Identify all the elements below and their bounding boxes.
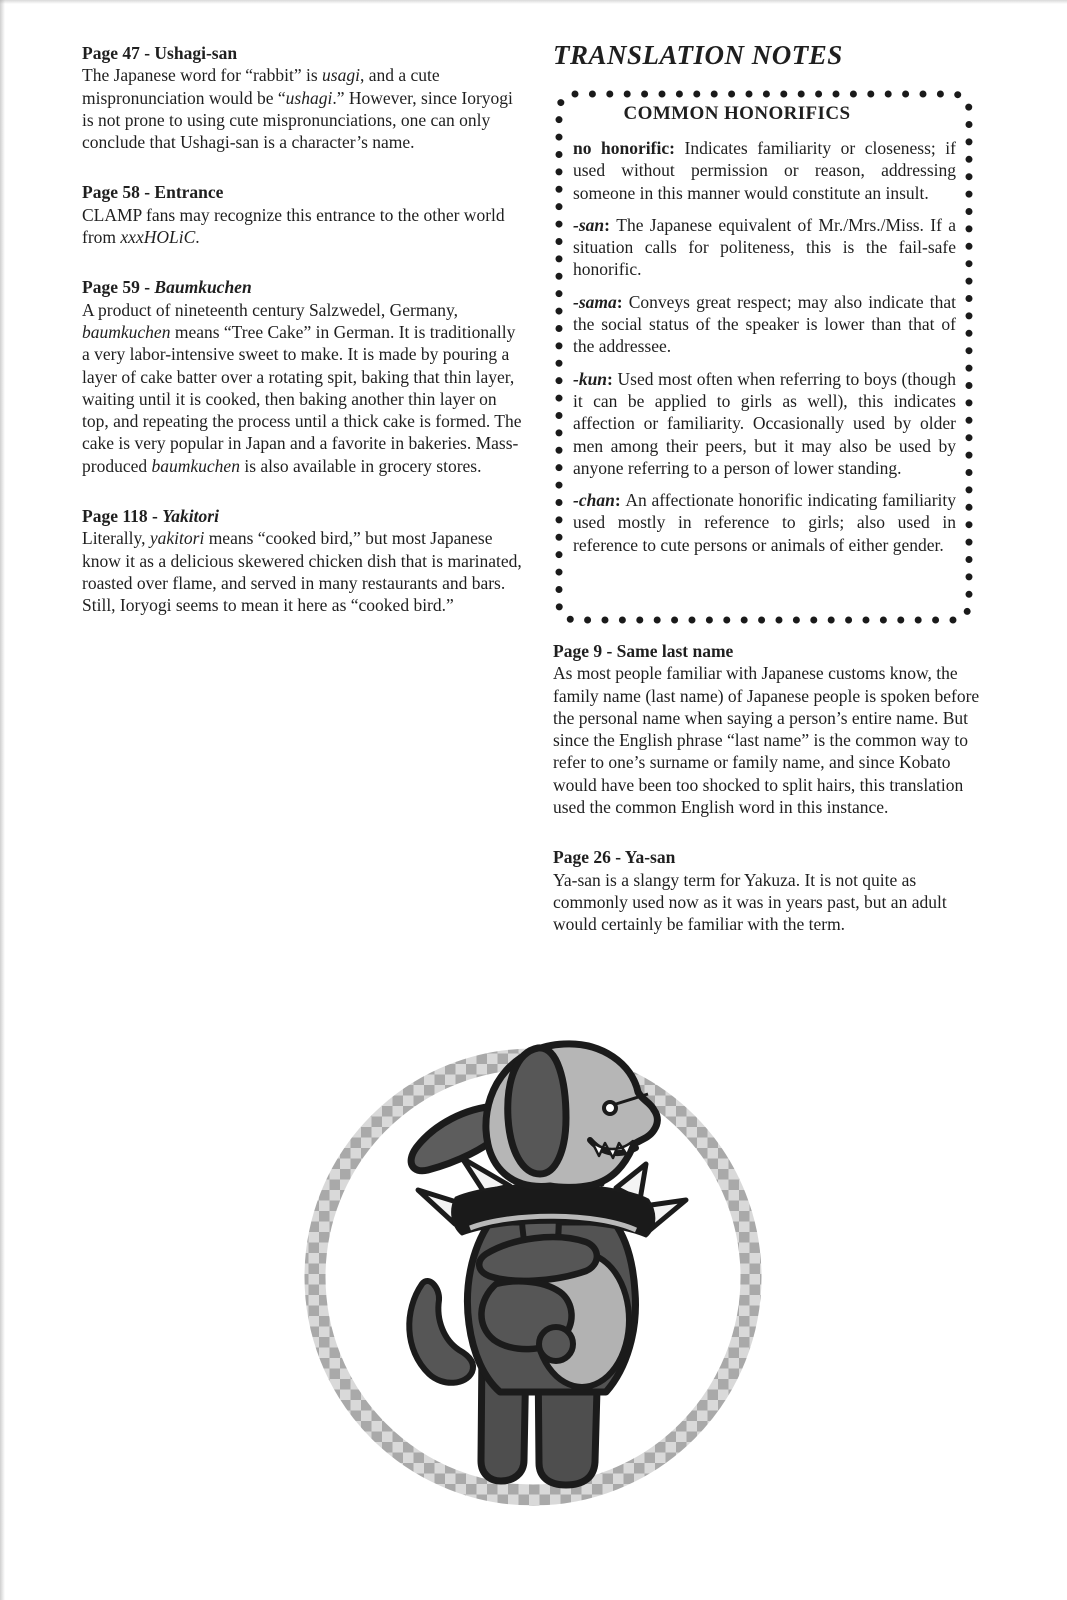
note-body: As most people familiar with Japanese customs know, the family name (last name) of Japanese people is spoken before the personal name when saying a person’s entire name. But since the English phrase “last name” is the common way to refer to one’s surname or family name, and since Kobato would have been too shocked to split hairs, this translation used the common English word in this instance. — [553, 663, 980, 818]
note-heading: Page 47 - Ushagi-san — [82, 43, 238, 63]
note-body: Literally, yakitori means “cooked bird,” but most Japanese know it as a delicious skewered chicken dish that is marinated, roasted over flame, and served in many restaurants and bars. Still, Ioryogi seems to mean it here as “cooked bird.” — [82, 528, 522, 616]
honorifics-content — [551, 86, 977, 556]
note-page-9 — [553, 640, 989, 818]
note-page-58 — [82, 181, 524, 248]
note-heading: Page 58 - Entrance — [82, 182, 224, 203]
note-page-118 — [82, 505, 524, 616]
note-heading: Page 9 - Same last name — [553, 641, 734, 661]
honorifics-box — [551, 86, 977, 628]
note-heading: Page 118 - Yakitori — [82, 506, 219, 527]
mascot-badge — [298, 1022, 768, 1522]
left-column — [82, 42, 524, 617]
honorific-entry-san: -san: The Japanese equivalent of Mr./Mrs./Miss. If a situation calls for politeness, this is the fail-safe honorific. — [573, 214, 956, 280]
note-page-26 — [553, 846, 989, 935]
note-heading: Page 59 - Baumkuchen — [82, 277, 252, 298]
note-heading: Page 26 - Ya-san — [553, 847, 676, 868]
scan-shadow-top — [0, 0, 1067, 4]
note-body: Ya-san is a slangy term for Yakuza. It is not quite as commonly used now as it was in years past, but an adult would certainly be familiar with the term. — [553, 869, 947, 935]
scan-shadow-left — [0, 0, 5, 1600]
note-page-59 — [82, 276, 524, 477]
dog-eye — [604, 1102, 616, 1114]
honorific-entry-sama: -sama: Conveys great respect; may also indicate that the social status of the speaker is lower than that of the addressee. — [573, 291, 957, 357]
note-body: A product of nineteenth century Salzwedel, Germany, baumkuchen means “Tree Cake” in German. It is traditionally a very labor-intensive sweet to make. It is made by pouring a layer of cake batter over a rotating spit, baking that thin layer, waiting until it is cooked, then baking another thin layer on top, and repeating the process until a thick cake is formed. The cake is very popular in Japan and a favorite in bakeries. Mass-produced baumkuchen is also available in grocery stores. — [82, 299, 522, 476]
honorific-entry-kun: -kun: Used most often when referring to boys (though it can be applied to girls as well), this indicates affection or familiarity. Occasionally used by older men among their peers, but it may also be used by anyone referring to a person of lower standing. — [573, 368, 957, 478]
dog-front-ear — [508, 1048, 566, 1174]
ioryogi-character — [409, 1044, 686, 1485]
dog-tail — [409, 1281, 473, 1383]
note-body: The Japanese word for “rabbit” is usagi, and a cute mispronunciation would be “ushagi.” However, since Ioryogi is not prone to using cute mispronunciations, one can only conclude that Ushagi-san is a character’s name. — [82, 65, 513, 153]
honorific-entry-no-honorific: no honorific: Indicates familiarity or closeness; if used without permission or reason, addressing someone in this manner would constitute an insult. — [573, 138, 956, 203]
honorific-entry-chan: -chan: An affectionate honorific indicating familiarity used mostly in reference to girls; also used in reference to cute persons or animals of either gender. — [573, 490, 956, 555]
right-column — [553, 640, 989, 936]
honorifics-heading: COMMON HONORIFICS — [623, 103, 851, 124]
note-body: CLAMP fans may recognize this entrance to the other world from xxxHOLiC. — [82, 204, 505, 248]
note-page-47 — [82, 42, 524, 153]
dog-paw — [539, 1327, 573, 1361]
page-title: TRANSLATION NOTES — [553, 40, 843, 70]
